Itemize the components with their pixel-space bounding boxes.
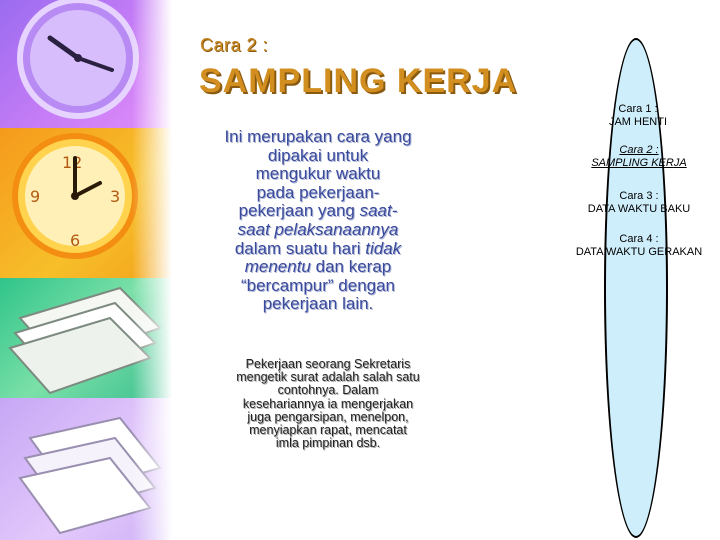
svg-text:12: 12 (62, 153, 83, 172)
main-text-span: dan kerap (310, 257, 392, 277)
main-text-italic: tidak (365, 238, 402, 258)
svg-text:6: 6 (70, 231, 81, 250)
main-text-italic: saat- (359, 201, 398, 221)
nav-item-label: Cara 4 : (619, 233, 659, 245)
main-line: “bercampur” dengan (240, 275, 396, 295)
nav-item-label: Cara 1 : (618, 103, 658, 115)
main-text-italic: menentu (244, 257, 311, 277)
nav-item-cara-4[interactable] (566, 233, 712, 259)
main-line: saat pelaksanaannya (237, 219, 399, 239)
main-line: dipakai untuk (267, 145, 369, 165)
example-line: mengetik surat adalah salah satu (236, 370, 420, 385)
main-text-span: dalam suatu hari (234, 238, 366, 258)
nav-item-sublabel: DATA WAKTU GERAKAN (575, 246, 703, 258)
example-line: kesehariannya ia mengerjakan (242, 396, 414, 411)
slide-subtitle: Cara 2 : (200, 35, 269, 55)
svg-text:3: 3 (110, 187, 121, 206)
example-line: imla pimpinan dsb. (275, 436, 381, 451)
example-paragraph (220, 358, 436, 450)
main-line (196, 258, 440, 277)
main-line: pekerjaan lain. (262, 294, 374, 314)
nav-item-cara-3[interactable] (580, 190, 698, 216)
example-line: contohnya. Dalam (277, 383, 379, 398)
nav-item-sublabel: JAM HENTI (608, 116, 668, 128)
strip-fade (132, 0, 172, 540)
example-line: juga pengarsipan, menelpon, (247, 409, 409, 424)
nav-item-sublabel: SAMPLING KERJA (591, 157, 687, 169)
main-line (196, 202, 440, 221)
nav-item-cara-1[interactable] (596, 103, 680, 129)
main-paragraph (196, 128, 440, 314)
main-line: mengukur waktu (255, 164, 381, 184)
nav-item-cara-2[interactable] (583, 144, 695, 170)
example-line: Pekerjaan seorang Sekretaris (245, 357, 411, 371)
example-line: menyiapkan rapat, mencatat (249, 423, 407, 438)
main-line (196, 240, 440, 259)
nav-item-label: Cara 3 : (619, 190, 659, 202)
nav-item-label: Cara 2 : (619, 144, 659, 156)
main-line: pada pekerjaan- (256, 182, 380, 202)
main-text-span: pekerjaan yang (238, 201, 360, 221)
nav-item-sublabel: DATA WAKTU BAKU (587, 203, 691, 215)
main-line: Ini merupakan cara yang (224, 127, 412, 146)
decorative-photo-strip (0, 0, 172, 540)
svg-text:9: 9 (30, 187, 41, 206)
slide-title: SAMPLING KERJA (199, 62, 518, 100)
